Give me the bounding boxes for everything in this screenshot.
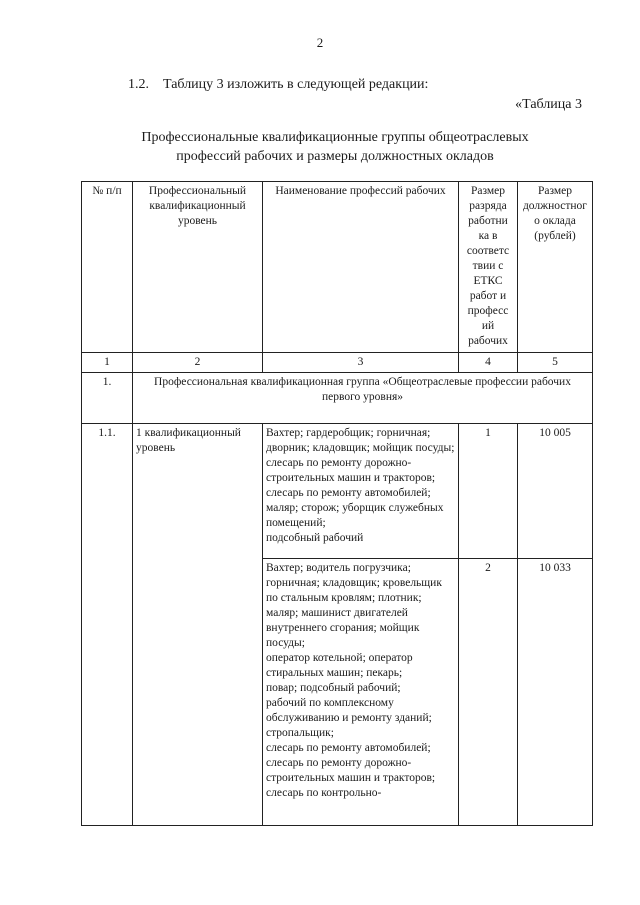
group-name: Профессиональная квалификационная группа «Общеотраслевые профессии рабочих первого уровня»	[133, 373, 593, 424]
column-number-row	[82, 353, 593, 373]
table-title	[60, 128, 610, 166]
profession-list: Вахтер; водитель погрузчика; горничная; кладовщик; кровельщик по стальным кровлям; плотник; маляр; машинист двигателей внутреннего сгорания; мойщик посуды; оператор котельной; оператор стиральных машин; пекарь; повар; подсобный рабочий; рабочий по комплексному обслуживанию и ремонту зданий; стропальщик; слесарь по ремонту автомобилей; слесарь по ремонту дорожно-строительных машин и тракторов; слесарь по контрольно-	[263, 559, 459, 826]
intro-paragraph	[128, 77, 428, 93]
table-row	[82, 424, 593, 559]
header-qualification-level: Профессиональный квалификационный уровень	[133, 182, 263, 353]
table-reference: «Таблица 3	[515, 97, 582, 112]
column-number: 3	[263, 353, 459, 373]
group-row	[82, 373, 593, 424]
salary-table	[81, 181, 593, 826]
group-number: 1.	[82, 373, 133, 424]
header-number: № п/п	[82, 182, 133, 353]
column-number: 5	[518, 353, 593, 373]
column-number: 1	[82, 353, 133, 373]
header-grade: Размер разряда работни ка в соответс твии с ЕТКС работ и професс ий рабочих	[459, 182, 518, 353]
intro-number: 1.2.	[128, 77, 149, 92]
header-profession-names: Наименование профессий рабочих	[263, 182, 459, 353]
level-number: 1.1.	[82, 424, 133, 826]
title-line-1: Профессиональные квалификационные группы общеотраслевых	[141, 130, 529, 145]
level-name: 1 квалификационный уровень	[133, 424, 263, 826]
profession-list: Вахтер; гардеробщик; горничная; дворник; кладовщик; мойщик посуды; слесарь по ремонту дорожно-строительных машин и тракторов; слесарь по ремонту автомобилей; маляр; сторож; уборщик служебных помещений; подсобный рабочий	[263, 424, 459, 559]
column-number: 2	[133, 353, 263, 373]
header-salary: Размер должностног о оклада (рублей)	[518, 182, 593, 353]
grade-value: 2	[459, 559, 518, 826]
column-number: 4	[459, 353, 518, 373]
header-row	[82, 182, 593, 353]
page-number: 2	[316, 35, 324, 50]
salary-value: 10 005	[518, 424, 593, 559]
salary-value: 10 033	[518, 559, 593, 826]
intro-text: Таблицу 3 изложить в следующей редакции:	[163, 77, 429, 92]
title-line-2: профессий рабочих и размеры должностных окладов	[176, 149, 494, 164]
grade-value: 1	[459, 424, 518, 559]
